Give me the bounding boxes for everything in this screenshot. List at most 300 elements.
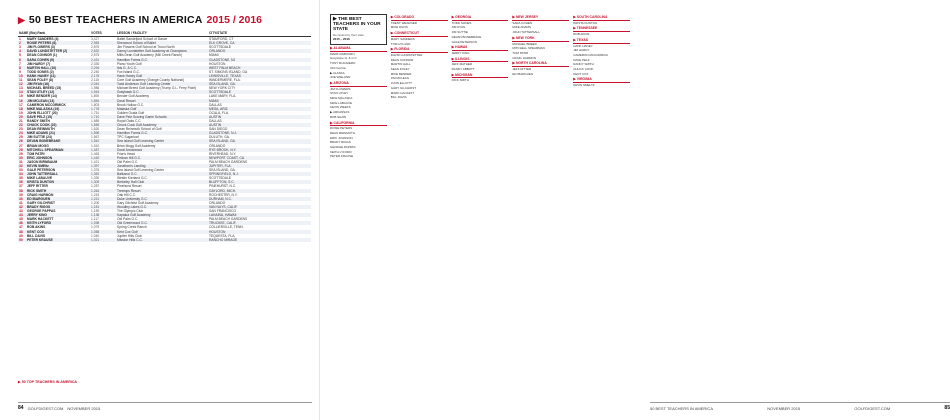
teacher-entry: MIKE LABAUVE <box>330 100 353 105</box>
section-tag: ▶ 50 TOP TEACHERS IN AMERICA <box>18 380 78 384</box>
votes-cell: 1,287 <box>91 184 100 189</box>
votes-cell: 1,098 <box>90 221 116 225</box>
votes-cell: 1,040 <box>91 233 100 238</box>
rank-cell: 39 <box>19 192 23 197</box>
right-page <box>320 0 950 420</box>
lesson-cell: Danny Lundstetter Golf Academy at Champions <box>116 49 208 53</box>
teacher-entry: JOHN ELLIOTT <box>390 81 412 86</box>
votes-cell: 2,575 <box>91 53 100 58</box>
lesson-cell: Brian Mogg Golf Academy <box>117 143 156 148</box>
city-cell: MIAMI <box>208 99 311 103</box>
city-cell: DALLAS <box>209 118 222 123</box>
rank-cell: 49 <box>19 233 23 238</box>
teacher-entry: ED IBARGUEN <box>512 71 534 76</box>
arrow-icon: ▶ <box>18 15 25 25</box>
rank-cell: 15 <box>19 94 23 99</box>
rank-cell: 36 <box>18 180 26 184</box>
teacher-entry: DAVE PELZ <box>573 57 590 62</box>
name-cell: ROB AKINS <box>27 225 46 230</box>
lesson-cell: Fox Island G.C. <box>117 69 140 74</box>
rank-cell: 2 <box>18 41 26 45</box>
city-cell: PINEHURST, N.C. <box>209 184 237 189</box>
teacher-entry: JIM MCLEAN <box>390 76 409 81</box>
rank-cell: 37 <box>19 184 23 189</box>
teacher-entry: KEVIN SMELTZ <box>573 83 595 88</box>
teacher-entry: JEFF RITTER <box>512 67 532 72</box>
name-cell: TODD SONES (2) <box>27 69 54 74</box>
teachers-table <box>18 31 311 242</box>
rank-cell: 33 <box>19 168 23 173</box>
votes-cell: 1,463 <box>91 151 100 156</box>
rank-cell: 34 <box>18 172 26 176</box>
name-cell: JIM SUTTIE (24) <box>27 135 52 140</box>
votes-cell: 2,632 <box>90 49 116 53</box>
name-cell: MIKE MALASKA (19) <box>26 107 90 111</box>
rank-cell: 50 <box>18 238 26 242</box>
state-heading: ▶ GEORGIA <box>452 16 509 21</box>
city-cell: SEA ISLAND, GA. <box>208 82 311 86</box>
votes-cell: 1,943 <box>90 90 116 94</box>
teacher-entry: JIM HARDY <box>573 48 590 53</box>
page-number: 85 <box>944 405 950 411</box>
name-cell: MARK HACKETT <box>27 217 54 222</box>
city-cell: LAHAINA, HAWAII <box>208 213 311 217</box>
city-cell: HOUSTON <box>208 230 311 234</box>
teacher-entry: CHUCK COOK <box>573 67 594 72</box>
teacher-entry: TOM PATRI <box>512 50 529 55</box>
rank-cell: 28 <box>18 148 26 152</box>
city-cell: WEST PALM BEACH <box>208 66 311 70</box>
footer-left <box>18 402 312 411</box>
lesson-cell: Gary Gilchrist Golf Academy <box>117 200 159 205</box>
votes-cell: 1,021 <box>90 238 116 242</box>
name-cell: MIKE BENDER (14) <box>27 94 57 99</box>
teacher-entry: JEFF MATHER <box>451 62 473 67</box>
teacher-entry: MITCHELL SPEARMAN <box>512 46 545 51</box>
rank-cell: 42 <box>18 205 26 209</box>
name-cell: JASON BIRNBAUM <box>27 159 58 164</box>
votes-cell: 2,044 <box>90 82 116 86</box>
teacher-entry: JERRY KING <box>451 50 470 55</box>
name-cell: MITCHELL SPEARMAN <box>26 148 90 152</box>
teacher-entry: KRISTA DUNTON <box>573 20 598 25</box>
col-header-lesson: LESSON / FACILITY <box>116 31 208 37</box>
name-cell: JERRY KING <box>26 213 90 217</box>
votes-cell: 1,264 <box>90 189 116 193</box>
rank-cell: 13 <box>19 86 23 91</box>
lesson-cell: Sherwood School of Ballet <box>116 41 208 45</box>
city-cell: ORLANDO <box>208 49 311 53</box>
lesson-cell: Ibis G. & C.C. <box>116 66 208 70</box>
name-cell: JEFF RITTER <box>27 184 48 189</box>
votes-cell: 1,778 <box>90 107 116 111</box>
votes-cell: 2,983 <box>90 41 116 45</box>
rank-cell: 25 <box>19 135 23 140</box>
name-cell: JIM FLOWERS (3) <box>27 45 55 50</box>
lesson-cell: Hamilton Farms G.C. <box>116 58 208 62</box>
city-cell: DURHAM, N.C. <box>208 197 311 201</box>
name-cell: DAVE PELZ (15) <box>26 115 90 119</box>
lesson-cell: Old Palm G.C. <box>117 159 139 164</box>
rank-cell: 24 <box>18 131 26 135</box>
name-cell: MIKE ADAMS (21) <box>26 131 90 135</box>
name-cell: HANK HANEY (11) <box>26 74 90 78</box>
name-cell: BRADY RIGGS <box>26 205 90 209</box>
teacher-entry: MIKE DAVIS <box>390 25 408 30</box>
rank-cell: 27 <box>19 143 23 148</box>
lesson-cell: Royal Oaks C.C. <box>117 118 142 123</box>
lesson-cell: Jim Flowers Golf School at Troon North <box>117 45 175 50</box>
name-cell: KEVIN SMEltz <box>26 164 90 168</box>
name-cell: KEITH LYFORD <box>26 221 90 225</box>
lesson-cell: Core Golf Academy (Orange County National) <box>117 78 185 83</box>
name-cell: SARA COHEN (9) <box>26 58 90 62</box>
rank-cell: 21 <box>19 118 23 123</box>
lesson-cell: Berkeley Hall Club <box>116 180 208 184</box>
city-cell: NEW YORK CITY <box>209 86 236 91</box>
teacher-entry: STAN UTLEY <box>330 91 349 96</box>
rank-cell: 8 <box>18 66 26 70</box>
teacher-entry: DEAN REINMUTH <box>330 130 356 135</box>
state-heading: ▶ VIRGINIA <box>573 78 630 83</box>
state-columns <box>330 14 630 392</box>
name-cell: CHUCK COOK (22) <box>26 123 90 127</box>
votes-cell: 1,117 <box>91 217 100 222</box>
table-row <box>18 238 311 242</box>
lesson-cell: Mission Hills C.C. <box>116 238 208 242</box>
lesson-cell: Kapalua Golf Academy <box>116 213 208 217</box>
teacher-entry: BILL DAVIS <box>390 95 407 100</box>
teacher-entry: TONY RUGGIERO <box>330 61 356 66</box>
rank-cell: 47 <box>19 225 23 230</box>
city-cell: AUSTIN <box>208 115 311 119</box>
teacher-entry: MARK HACKETT <box>390 90 415 95</box>
teacher-entry: MIKE ADAMS <box>512 25 532 30</box>
name-cell: DEAN CONNOR (1) <box>27 53 57 58</box>
votes-cell: 1,159 <box>91 209 100 214</box>
lesson-cell: Pelican Hill G.C. <box>116 156 208 160</box>
votes-cell: 1,058 <box>90 230 116 234</box>
state-heading: ▶ ILLINOIS <box>452 58 509 63</box>
teacher-entry: TRENT WEARNER <box>390 20 417 25</box>
name-cell: PETER KRAUSE <box>26 238 90 242</box>
city-cell: DALLAS <box>209 102 222 107</box>
lesson-cell: Old Palm G.C. <box>117 217 139 222</box>
teacher-entry: MARTIN HALL <box>390 62 411 67</box>
lesson-cell: Chuck Cook Golf Academy <box>116 123 208 127</box>
teacher-entry: ▶ ARKANSAS <box>330 110 350 115</box>
city-cell: SCOTTSDALE <box>208 90 311 94</box>
name-cell: STAN UTLEY (12) <box>26 90 90 94</box>
rank-cell: 19 <box>19 110 23 115</box>
footer-date: NOVEMBER 2015 <box>767 405 801 411</box>
city-cell: TEQUESTA, FLA. <box>209 233 236 238</box>
teacher-entry: ▶ ALASKA <box>330 70 345 75</box>
teacher-entry: MICHAEL BREED <box>512 41 537 46</box>
lesson-cell: Golden Ocala Golf <box>117 110 145 115</box>
votes-cell: 2,115 <box>91 78 100 83</box>
name-cell: BRIAN MOGG <box>27 143 49 148</box>
votes-cell: 1,689 <box>91 118 100 123</box>
votes-cell: 1,986 <box>91 86 100 91</box>
box-years: 2015 – 2016 <box>333 37 350 42</box>
rank-cell: 23 <box>19 127 23 132</box>
city-cell: SEA ISLAND, GA. <box>208 139 311 143</box>
page-number: 84 <box>18 405 24 411</box>
city-cell: NEWPORT COAST, CA <box>208 156 311 160</box>
votes-cell: 2,875 <box>91 45 100 50</box>
name-cell: CRAIG HARMON <box>27 192 54 197</box>
teacher-entry: KEITH LYFORD <box>330 149 352 154</box>
votes-cell: 1,138 <box>90 213 116 217</box>
city-cell: MESA, ARIZ. <box>208 107 311 111</box>
col-header-name: NAME (Bio) Rank <box>18 31 90 37</box>
city-cell: RYE BROOK, N.Y. <box>208 148 311 152</box>
teacher-entry: HANK HANEY <box>573 43 593 48</box>
col-header-city: CITY/STATE <box>208 31 311 37</box>
city-cell: JUPITER, FLA. <box>208 164 311 168</box>
rank-cell: 1 <box>19 37 21 42</box>
lesson-cell: Ballet Sandefjord School of Dance <box>117 37 168 42</box>
city-cell: PALM BEACH GARDENS <box>209 159 248 164</box>
name-cell: KRISTA DUNTON <box>26 180 90 184</box>
teacher-entry: PETER KRAUSE <box>330 154 354 159</box>
teacher-entry: MARY SANDERS <box>390 36 415 41</box>
lesson-cell: Bender Golf Academy <box>117 94 150 99</box>
state-heading: ▶ HAWAII <box>452 46 509 51</box>
teacher-entry: MARK RABOURN <box>330 51 355 56</box>
name-cell: KENT COX <box>26 230 90 234</box>
rank-cell: 18 <box>18 107 26 111</box>
teacher-entry: TOM HYLAND <box>390 41 411 46</box>
rank-cell: 3 <box>19 45 21 50</box>
city-cell: GLADSTONE, NJ <box>208 58 311 62</box>
votes-cell: 1,487 <box>90 148 116 152</box>
city-cell: PALM BEACH GARDENS <box>209 217 248 222</box>
state-heading: ▶ NORTH CAROLINA <box>512 62 569 67</box>
lesson-cell: Malaska Golf <box>116 107 208 111</box>
votes-cell: 1,567 <box>91 135 100 140</box>
footer-publication: GOLFDIGEST.COM <box>854 405 891 411</box>
votes-cell: 1,200 <box>91 200 100 205</box>
teacher-entry: BRADY RIGGS <box>330 140 351 145</box>
state-heading: ▶ CONNECTICUT <box>391 32 448 37</box>
name-cell: MARY SANDERS (4) <box>27 37 59 42</box>
name-cell: SEAN FOLEY (8) <box>27 78 53 83</box>
name-cell: TOM PATRI <box>27 151 45 156</box>
teacher-entry: RANDY SMITH <box>573 62 594 67</box>
rank-cell: 44 <box>18 213 26 217</box>
city-cell: GAYLORD, MICH. <box>208 189 311 193</box>
teacher-entry: Greystone G. & C.C. <box>330 56 358 61</box>
city-cell: SPRINGFIELD, N.J. <box>208 172 311 176</box>
page-title <box>18 14 311 26</box>
state-column-2 <box>391 14 448 392</box>
votes-cell: 1,330 <box>91 176 100 181</box>
state-column-4 <box>512 14 569 392</box>
footer-date: NOVEMBER 2015 <box>67 405 101 411</box>
lesson-cell: Friar's Head <box>117 151 135 156</box>
votes-cell: 2,178 <box>90 74 116 78</box>
rank-cell: 6 <box>18 58 26 62</box>
lesson-cell: Baltusrol G.C. <box>116 172 208 176</box>
votes-cell: 1,542 <box>90 139 116 143</box>
name-cell: JIM RYAN (16) <box>26 82 90 86</box>
city-cell: SAN DIEGO <box>209 127 228 132</box>
city-cell: COLLIERVILLE, TENN. <box>209 225 244 230</box>
lesson-cell: Doral Arrowwood <box>116 148 208 152</box>
rank-cell: 20 <box>18 115 26 119</box>
votes-cell: 2,240 <box>91 69 100 74</box>
teacher-entry: JIM SUTTIE <box>451 30 468 35</box>
teacher-entry: MIKE MALASKA <box>330 96 353 101</box>
name-cell: MIKE LABAUVE <box>27 176 53 181</box>
state-heading: ▶ TENNESSEE <box>573 27 630 32</box>
votes-cell: 1,892 <box>91 94 100 99</box>
votes-cell: 1,854 <box>90 99 116 103</box>
teacher-entry: GARY GILCHRIST <box>390 85 417 90</box>
teacher-entry: GALE PETERSON <box>451 39 477 44</box>
lesson-cell: The Olympic Club <box>117 209 144 214</box>
name-cell: DEVAN BONEBRAKE <box>26 139 90 143</box>
teacher-entry: SEAN FOLEY <box>390 67 410 72</box>
teacher-entry: DEAN CONNOR <box>390 57 414 62</box>
votes-cell: 1,751 <box>91 110 100 115</box>
city-cell: STAMFORD, CT <box>209 37 234 42</box>
rank-cell: 45 <box>19 217 23 222</box>
name-cell: ROSIE PETERS (8) <box>26 41 90 45</box>
rank-cell: 9 <box>19 69 21 74</box>
teacher-entry: Old Overton <box>330 65 347 70</box>
state-column-1 <box>330 14 387 392</box>
teacher-entry: SARA COHEN <box>512 20 533 25</box>
city-cell: WINDERMERE, FLA. <box>209 78 241 83</box>
votes-cell: 1,421 <box>91 159 100 164</box>
lesson-cell: Dean Reinmuth School of Golf <box>117 127 162 132</box>
city-cell: AUSTIN <box>208 123 311 127</box>
votes-cell: 1,710 <box>90 115 116 119</box>
teacher-entry: GEORGE PAPPAS <box>330 145 356 150</box>
col-header-votes: VOTES <box>90 31 116 37</box>
rank-cell: 41 <box>19 200 23 205</box>
votes-cell: 2,294 <box>90 66 116 70</box>
lesson-cell: Treetops Resort <box>116 189 208 193</box>
votes-cell: 1,620 <box>91 127 100 132</box>
city-cell: ELK GROVE, CA <box>208 41 311 45</box>
rank-cell: 31 <box>19 159 23 164</box>
city-cell: LEWISVILLE, TEXAS <box>208 74 311 78</box>
city-cell: ORLANDO <box>209 143 226 148</box>
name-cell: BILL DAVIS <box>27 233 46 238</box>
teacher-entry: ROB AKINS <box>573 32 590 37</box>
lesson-cell: Hamilton Farms G.C. <box>116 131 208 135</box>
votes-cell: 1,352 <box>90 172 116 176</box>
lesson-cell: TPC Sugarloaf <box>117 135 139 140</box>
city-cell: SCOTTSDALE <box>209 176 231 181</box>
state-heading: ▶ ARIZONA <box>330 82 387 87</box>
name-cell: JOHN TATTERSALL <box>26 172 90 176</box>
city-cell: OCALA, FLA. <box>209 110 229 115</box>
state-column-5 <box>573 14 630 392</box>
box-title: ▶ THE BEST TEACHERS IN YOUR STATE <box>333 17 381 33</box>
rank-cell: 46 <box>18 221 26 225</box>
votes-cell: 1,375 <box>91 168 100 173</box>
votes-cell: 1,243 <box>91 192 100 197</box>
name-cell: JOHN ELLIOTT (20) <box>27 110 58 115</box>
name-cell: ED IBARGUEN <box>26 197 90 201</box>
teacher-entry: RANDY ABBOTT <box>451 67 475 72</box>
teacher-entry: ROSIE PETERS <box>330 126 353 131</box>
state-heading: ▶ COLORADO <box>391 16 448 21</box>
state-heading: ▶ NEW JERSEY <box>512 16 569 21</box>
name-cell: RICK SMITH <box>26 189 90 193</box>
left-page <box>0 0 320 420</box>
lesson-cell: Michael Breed Golf Academy (Trump G.L. Ferry Point) <box>117 86 197 91</box>
city-cell: TRUCKEE, CALIF. <box>208 221 311 225</box>
teacher-entry: JIM RYAN <box>451 25 466 30</box>
lesson-cell: Sea Island Golf Learning Center <box>117 168 165 173</box>
name-cell: JIM MCLEAN (13) <box>26 99 90 103</box>
teacher-entry: TODD SONES <box>451 20 472 25</box>
name-cell: ERIC JOHNSON <box>26 156 90 160</box>
rank-cell: 32 <box>18 164 26 168</box>
lesson-cell: Kent Cox Golf <box>116 230 208 234</box>
lesson-cell: Grayhawk G.C. <box>116 90 208 94</box>
name-cell: GARY GILCHRIST <box>27 200 56 205</box>
state-heading: ▶ SOUTH CAROLINA <box>573 16 630 21</box>
teacher-entry: KEVIN WEEKS <box>330 105 351 110</box>
votes-cell: 1,397 <box>90 164 116 168</box>
teacher-entry: CRAIG HARMON <box>512 55 537 60</box>
name-cell: RANDY SMITH <box>27 118 50 123</box>
lesson-cell: Hank Haney Golf <box>116 74 208 78</box>
teacher-entry: JIM FLOWERS <box>330 86 351 91</box>
rank-cell: 4 <box>18 49 26 53</box>
city-cell: BLUFFTON, S.C. <box>208 180 311 184</box>
name-cell: MARTIN HALL (10) <box>26 66 90 70</box>
teacher-entry: DAVID LUNDSTETTER <box>390 52 423 57</box>
rank-cell: 14 <box>18 90 26 94</box>
state-heading: ▶ TEXAS <box>573 39 630 44</box>
teacher-entry: JOE WIELAND <box>330 75 351 80</box>
city-cell: SEA ISLAND, GA. <box>209 168 236 173</box>
lesson-cell: Doral Resort <box>116 99 208 103</box>
lesson-cell: Sea Island Golf Learning Center <box>116 139 208 143</box>
votes-cell: 3,427 <box>91 37 100 42</box>
lesson-cell: Old Greenwood G.C. <box>116 221 208 225</box>
rank-cell: 48 <box>18 230 26 234</box>
rank-cell: 16 <box>18 99 26 103</box>
votes-cell: 2,330 <box>91 61 100 66</box>
city-cell: LAKE MARY, FLA. <box>209 94 237 99</box>
footer-section: 50 BEST TEACHERS IN AMERICA <box>650 405 713 411</box>
name-cell: GALE PETERSON <box>27 168 56 173</box>
rank-cell: 12 <box>18 82 26 86</box>
lesson-cell: Todd Anderson Golf Learning Center <box>116 82 208 86</box>
city-cell: VAN NUYS, CALIF. <box>208 205 311 209</box>
city-cell: GLADSTONE, N.J. <box>208 131 311 135</box>
lesson-cell: Oak Hill C.C. <box>117 192 137 197</box>
teacher-entry: CAMERON MCCORMICK <box>573 52 609 57</box>
city-cell: DULUTH, GA. <box>209 135 230 140</box>
name-cell: CAMERON MCCORMICK <box>27 102 66 107</box>
lesson-cell: Woodley Lakes G.C. <box>116 205 208 209</box>
votes-cell: 2,431 <box>90 58 116 62</box>
city-cell: ROCHESTER, N.Y. <box>209 192 238 197</box>
rank-cell: 5 <box>19 53 21 58</box>
name-cell: DEAN REINMUTH <box>27 127 55 132</box>
city-cell: MIAMI <box>209 53 219 58</box>
